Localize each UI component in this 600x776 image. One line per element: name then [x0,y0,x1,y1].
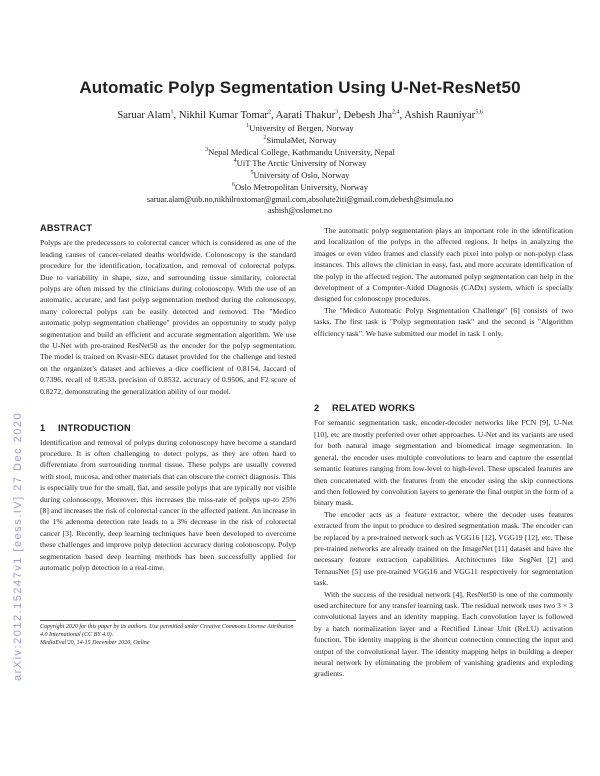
right-column [314,225,573,680]
intro-paragraph: Identification and removal of polyps during colonoscopy have become a standard procedure. It is often challenging to detect polyps, as they are often hard to differentiate from surrounding normal tissue. These polyps are usually covered with stool, mucosa, and other materials that can obscure the correct diagnosis. This is especially true for the small, flat, and sessile polyps that are typically not visible during colonoscopy. Moreover, this increases the miss-rate of polyps up-to 25% [8] and increases the risk of colorectal cancer in the affected patient. An increase in the 1% adenoma detection rate leads to a 3% decrease in the risk of colorectal cancer [3]. Recently, deep learning techniques have been developed to overcome these challenges and improve polyp detection accuracy during colonoscopy. Polyp segmentation based deep learning methods has been successfully applied for automatic polyp detection in a real-time. [40,437,296,572]
related-paragraph: The encoder acts as a feature extractor, where the decoder uses features extracted from the input to produce to desired segmentation mask. The encoder can be replaced by a pre-trained network such as VGG16 [12], VGG19 [12], etc. These pre-trained networks are already trained on the ImageNet [11] dataset and have the necessary feature extraction capabilities. Architectures like SegNet [2] and TernausNet [5] use pre-trained VGG16 and VGG11 respectively for segmentation task. [314,509,573,588]
copyright-footnote: Copyright 2020 for this paper by its authors. Use permitted under Creative Commons License Attribution 4.0 International (CC BY 4.0). MediaEval'20, 14-15 December 2020, Online [40,624,294,647]
intro-paragraph: The automatic polyp segmentation plays an important role in the identification and localization of the polyps in the affected regions. It helps in analyzing the images or even video frames and classify each pixel into polyp or non-polyp class instances. This allows the clinician in easy, fast, and more accurate identification of the polyp in the affected region. The automated polyp segmentation can help in the development of a Computer-Aided Diagnosis (CADx) system, which is specially designed for colonoscopy procedures. [314,226,573,304]
affiliation: $^2$SimulaMet, Norway [263,134,337,145]
abstract-heading: ABSTRACT [40,223,93,233]
footnote-rule [40,620,296,621]
author: Nikhil Kumar Tomar$^2$ [178,109,271,121]
section-heading-related-works: 2 RELATED WORKS [314,403,416,414]
author-emails [0,194,600,216]
paper-title: Automatic Polyp Segmentation Using U-Net-ResNet50 [79,78,521,97]
author: Saruar Alam$^1$ [117,109,174,121]
affiliation: $^5$University of Oslo, Norway [250,170,350,181]
related-paragraph: With the success of the residual network [4], ResNet50 is one of the commonly used architecture for any transfer learning task. The residual network uses two 3 × 3 convolutional layers and an identity mapping. Each convolution layer is followed by a batch normalization layer and a Rectified Linear Unit (ReLU) activation function. The identity mapping is the shortcut connection connecting the input and output of the convolutional layer. The identity mapping helps in building a deeper neural network by eliminating the problem of vanishing gradients and exploding gradients. [314,589,573,679]
section-heading-introduction: 1 INTRODUCTION [40,423,131,434]
author: Aarati Thakur$^3$ [275,109,339,121]
author: Debesh Jha$^{2,4}$ [343,109,400,121]
affiliation: $^3$Nepal Medical College, Kathmandu University, Nepal [205,146,395,157]
author: Ashish Rauniyar$^{5,6}$ [404,109,483,121]
left-column [40,223,296,573]
abstract-text: Polyps are the predecessors to colorectal cancer which is considered as one of the leading causes of cancer-related deaths worldwide. Colonoscopy is the standard procedure for the identification, localization, and removal of colorectal polyps. Due to variability in shape, size, and surrounding tissue similarity, colorectal polyps are often missed by the clinicians during colonoscopy. With the use of an automatic, accurate, and fast polyp segmentation method during the colonoscopy, many colorectal polyps can be easily detected and removed. The "Medico automatic polyp segmentation challenge" provides an opportunity to study polyp segmentation and build an efficient and accurate segmentation algorithm. We use the U-Net with pre-trained ResNet50 as the encoder for the polyp segmentation. The model is trained on Kvasir-SEG dataset provided for the challenge and tested on the organizer's dataset and achieves a dice coefficient of 0.8154, Jaccard of 0.7396, recall of 0.8533, precision of 0.8532, accuracy of 0.9506, and F2 score of 0.8272, demonstrating the generalization ability of our model. [40,238,296,396]
related-paragraph: For semantic segmentation task, encoder-decoder networks like FCN [9], U-Net [10], etc are mostly preferred over other approaches. U-Net and its variants are used for both natural image segmentation and biomedical image segmentation. In general, the encoder uses multiple convolutions to learn and capture the essential semantic features ranging from low-level to high-level. These upscaled features are then concatenated with the features from the encoder using the skip connections and then followed by convolution layers to generate the final output in the form of a binary mask. [314,418,573,508]
affiliation: $^1$University of Bergen, Norway [246,123,354,133]
email-line: ashish@oslomet.no [267,206,333,215]
arxiv-stamp: arXiv:2012.15247v1 [eess.IV] 27 Dec 2020 [12,411,24,681]
affiliation: $^6$Oslo Metropolitan University, Norway [231,181,369,192]
affiliation: $^4$UiT The Arctic University of Norway [233,158,367,169]
intro-paragraph: The "Medico Automatic Polyp Segmentation Challenge" [6] consists of two tasks. The first task is "Polyp segmentation task" and the second is "Algorithm efficiency task". We have submitted our model in task 1 only. [314,305,573,338]
email-line: saruar.alam@uib.no,nikhilroxtomar@gmail.com,absolute2iti@gmail.com,debesh@simula.no [146,195,454,204]
author-list: Saruar Alam$^1$, Nikhil Kumar Tomar$^2$, Aarati Thakur$^3$, Debesh Jha$^{2,4}$, Ashish Rauniyar$^{5,6}$ [117,109,483,121]
affiliation-list [0,123,600,194]
